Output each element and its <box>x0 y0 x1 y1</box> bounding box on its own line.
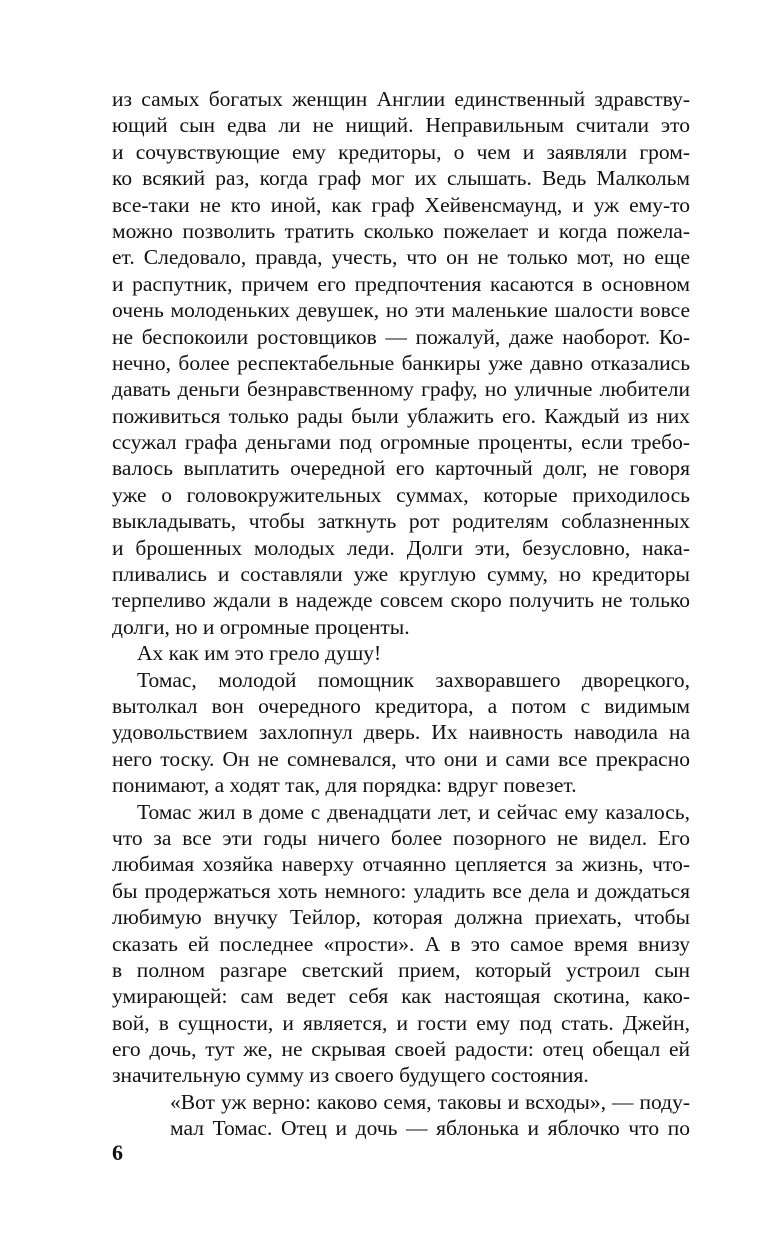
text-line: ко всякий раз, когда граф мог их слышать. Ведь Малкольм <box>112 166 690 191</box>
text-line: валось выплатить очередной его карточный долг, не говоря <box>112 456 690 481</box>
text-line: ет. Следовало, правда, учесть, что он не только мот, но еще <box>112 245 690 270</box>
text-line: Томас жил в доме с двенадцати лет, и сейчас ему казалось, <box>137 799 690 824</box>
text-line: можно позволить тратить сколько пожелает и когда пожела- <box>112 218 690 243</box>
paragraph <box>112 1089 690 1142</box>
text-line: долги, но и огромные проценты. <box>112 614 410 639</box>
text-line: бы продержаться хоть немного: уладить все дела и дождаться <box>112 878 690 903</box>
text-line: него тоску. Он не сомневался, что они и сами все прекрасно <box>112 746 690 771</box>
text-line: любимая хозяйка наверху отчаянно цепляется за жизнь, что- <box>112 852 690 877</box>
text-line: и распутник, причем его предпочтения касаются в основном <box>112 271 690 296</box>
text-line: выкладывать, чтобы заткнуть рот родителям соблазненных <box>112 509 690 534</box>
page-number: 6 <box>112 1140 123 1165</box>
text-line: терпеливо ждали в надежде совсем скоро получить не только <box>112 588 690 613</box>
text-line: ссужал графа деньгами под огромные проценты, если требо- <box>112 430 690 455</box>
text-line: удовольствием захлопнул дверь. Их наивность наводила на <box>112 720 690 745</box>
text-line: и сочувствующие ему кредиторы, о чем и заявляли гром- <box>112 139 690 164</box>
text-line: поживиться только рады были ублажить его. Каждый из них <box>112 403 690 428</box>
text-line: понимают, а ходят так, для порядка: вдруг повезет. <box>112 773 577 798</box>
body-text <box>112 86 690 1142</box>
text-line: Томас, молодой помощник захворавшего дворецкого, <box>137 667 690 692</box>
paragraph <box>112 667 690 799</box>
text-line: «Вот уж верно: каково семя, таковы и всходы», — поду- <box>170 1089 690 1114</box>
text-line: в полном разгаре светский прием, который устроил сын <box>112 957 690 982</box>
text-line: вой, в сущности, и является, и гости ему под стать. Джейн, <box>112 1010 690 1035</box>
text-line: любимую внучку Тейлор, которая должна приехать, чтобы <box>112 905 690 930</box>
text-line: что за все эти годы ничего более позорного не видел. Его <box>112 825 690 850</box>
text-line: нечно, более респектабельные банкиры уже давно отказались <box>112 350 690 375</box>
text-line: все-таки не кто иной, как граф Хейвенсмаунд, и уж ему-то <box>112 192 690 217</box>
paragraph <box>112 640 690 666</box>
text-line: его дочь, тут же, не скрывая своей радости: отец обещал ей <box>112 1037 690 1062</box>
text-line: уже о головокружительных суммах, которые приходилось <box>112 482 690 507</box>
text-line: умирающей: сам ведет себя как настоящая скотина, како- <box>112 984 690 1009</box>
text-line: пливались и составляли уже круглую сумму, но кредиторы <box>112 562 690 587</box>
paragraph <box>112 799 690 1089</box>
text-line: значительную сумму из своего будущего состояния. <box>112 1063 589 1088</box>
text-line: Ах как им это грело душу! <box>137 641 382 666</box>
text-line: давать деньги безнравственному графу, но уличные любители <box>112 377 690 402</box>
text-line: не беспокоили ростовщиков — пожалуй, даже наоборот. Ко- <box>112 324 690 349</box>
text-line: вытолкал вон очередного кредитора, а потом с видимым <box>112 693 690 718</box>
text-line: из самых богатых женщин Англии единственный здравству- <box>112 87 690 111</box>
paragraph <box>112 86 690 640</box>
text-line: и брошенных молодых леди. Долги эти, безусловно, нака- <box>112 535 690 560</box>
text-line: сказать ей последнее «прости». А в это самое время внизу <box>112 931 690 956</box>
text-line: ющий сын едва ли не нищий. Неправильным считали это <box>112 113 690 138</box>
text-line: мал Томас. Отец и дочь — яблонька и яблочко что по <box>170 1116 690 1141</box>
text-line: очень молоденьких девушек, но эти маленькие шалости вовсе <box>112 298 690 323</box>
